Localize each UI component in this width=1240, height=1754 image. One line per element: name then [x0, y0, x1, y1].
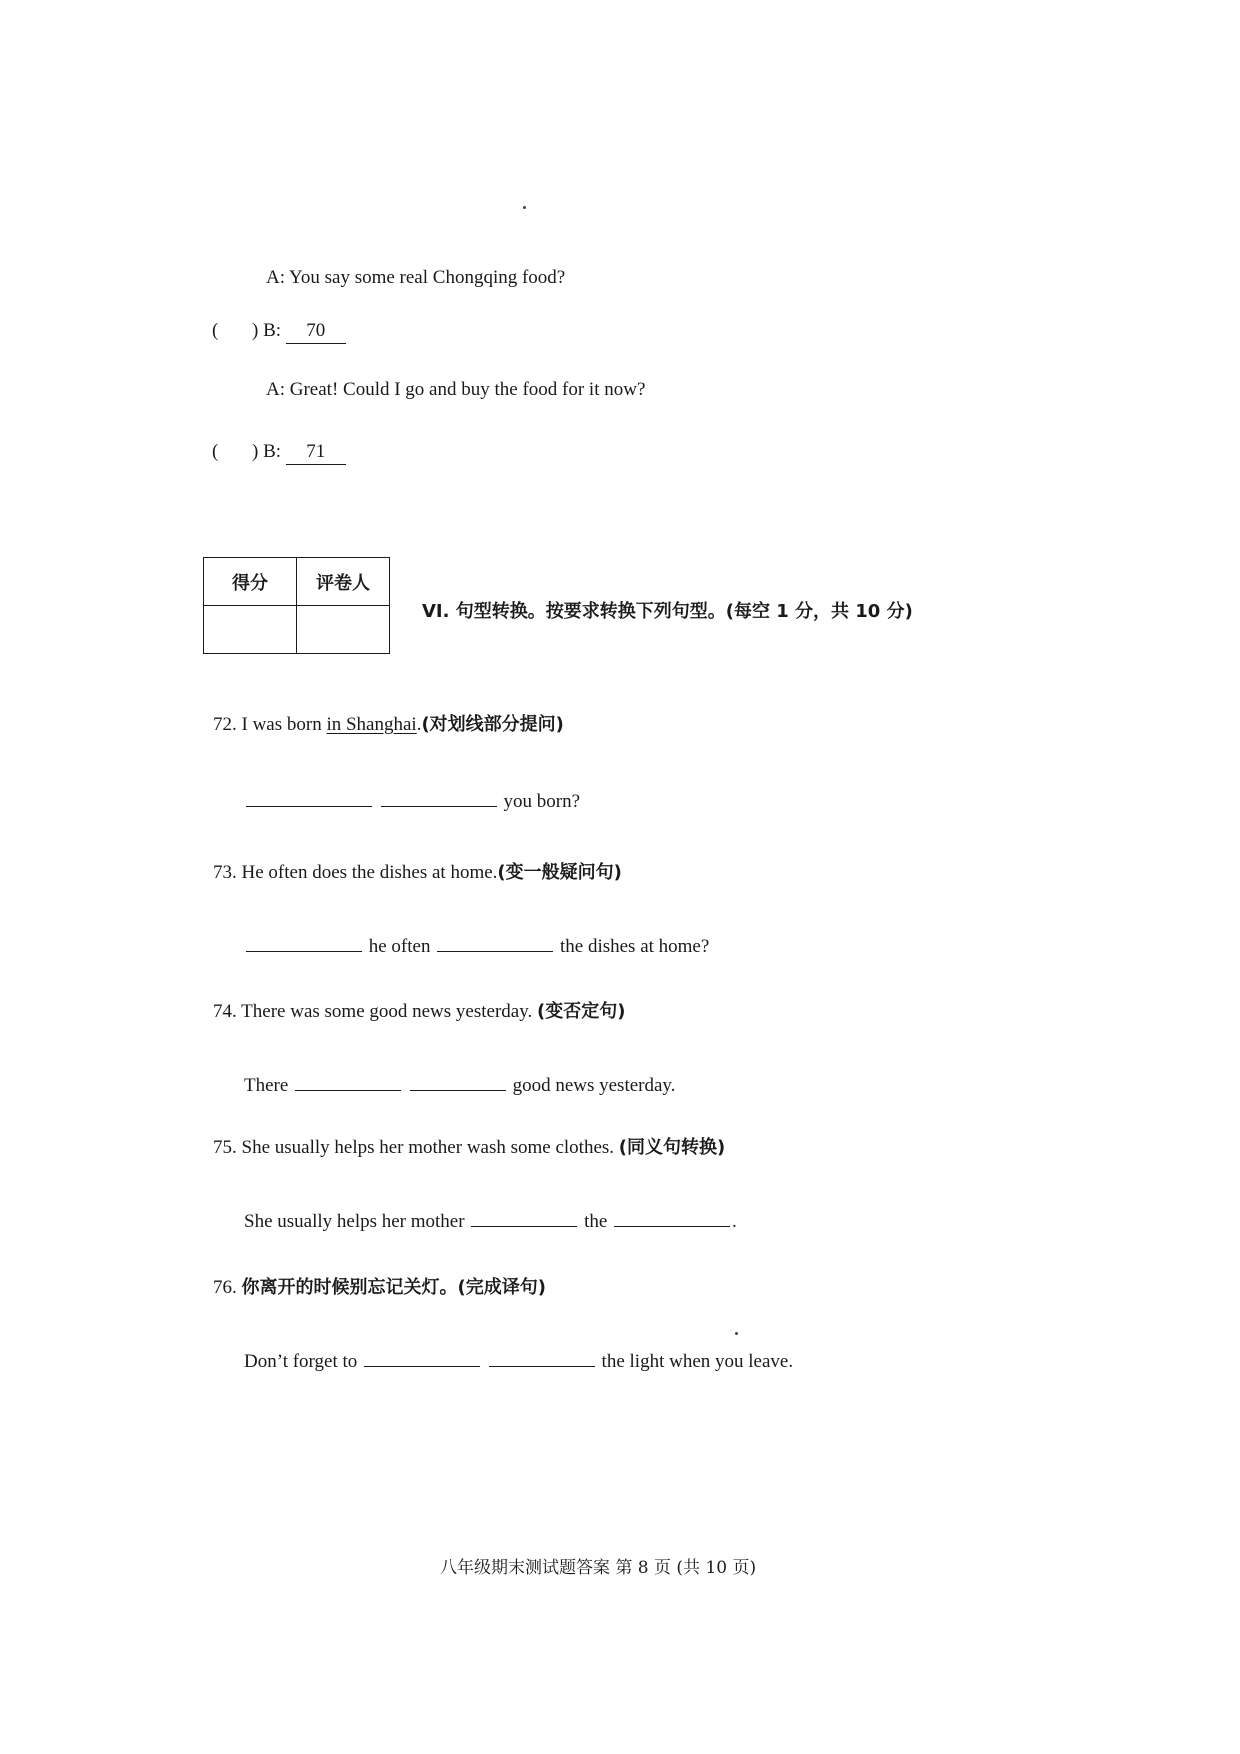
question-instruction: (完成译句) — [457, 1277, 546, 1298]
answer-blank[interactable] — [246, 933, 362, 952]
question-instruction: (变一般疑问句) — [497, 862, 622, 883]
grader-cell — [297, 606, 390, 654]
answer-75: She usually helps her mother the . — [244, 1208, 737, 1234]
score-header: 得分 — [204, 558, 297, 606]
question-72: 72. I was born in Shanghai.(对划线部分提问) — [213, 714, 564, 735]
answer-blank[interactable] — [295, 1072, 401, 1091]
question-instruction: (变否定句) — [537, 1001, 626, 1022]
scan-speck — [523, 206, 526, 209]
dialogue-line-a1: A: You say some real Chongqing food? — [266, 267, 566, 288]
page-footer: 八年级期末测试题答案 第 8 页 (共 10 页) — [440, 1558, 757, 1578]
answer-blank[interactable] — [364, 1348, 480, 1367]
answer-blank[interactable] — [410, 1072, 506, 1091]
dialogue-line-a2: A: Great! Could I go and buy the food for it now? — [266, 379, 646, 400]
answer-blank[interactable] — [614, 1208, 730, 1227]
answer-blank[interactable] — [381, 788, 497, 807]
answer-blank[interactable] — [246, 788, 372, 807]
dialogue-line-b2: ( ) B: 71 — [212, 440, 346, 465]
question-76: 76. 你离开的时候别忘记关灯。(完成译句) — [213, 1277, 546, 1298]
grader-header: 评卷人 — [297, 558, 390, 606]
question-instruction: (同义句转换) — [618, 1137, 726, 1158]
scan-speck — [735, 1332, 738, 1335]
answer-paren: ( — [212, 320, 219, 341]
answer-paren: ( — [212, 441, 219, 462]
question-74: 74. There was some good news yesterday. (变否定句) — [213, 1001, 626, 1022]
question-instruction: (对划线部分提问) — [421, 714, 564, 735]
answer-blank[interactable] — [489, 1348, 595, 1367]
dialogue-line-b1: ( ) B: 70 — [212, 319, 346, 344]
answer-72: you born? — [244, 788, 580, 814]
section-title: VI. 句型转换。按要求转换下列句型。(每空 1 分，共 10 分) — [422, 601, 913, 622]
answer-76: Don’t forget to the light when you leave. — [244, 1348, 793, 1374]
answer-73: he often the dishes at home? — [244, 933, 709, 959]
question-73: 73. He often does the dishes at home.(变一般疑问句) — [213, 862, 622, 883]
answer-blank-71: 71 — [286, 440, 346, 465]
answer-blank[interactable] — [471, 1208, 577, 1227]
answer-blank-70: 70 — [286, 319, 346, 344]
score-table — [203, 557, 390, 654]
answer-74: There good news yesterday. — [244, 1072, 675, 1098]
score-cell — [204, 606, 297, 654]
underlined-phrase: in Shanghai — [326, 714, 417, 735]
question-75: 75. She usually helps her mother wash some clothes. (同义句转换) — [213, 1137, 726, 1158]
answer-blank[interactable] — [437, 933, 553, 952]
